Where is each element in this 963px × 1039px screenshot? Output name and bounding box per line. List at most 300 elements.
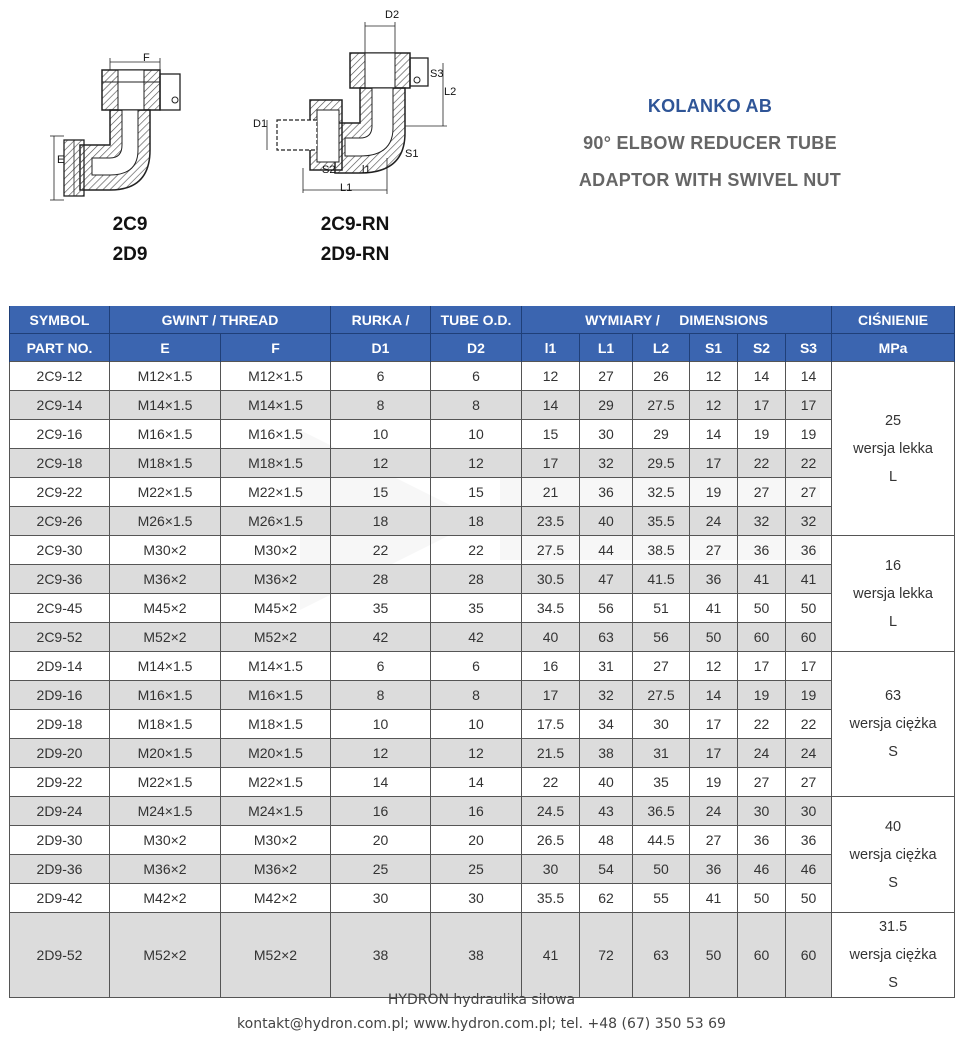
pressure-value: 16 xyxy=(884,557,902,574)
table-cell: 56 xyxy=(633,623,690,652)
table-cell: M52×2 xyxy=(221,913,331,998)
spec-table xyxy=(9,306,955,998)
table-cell: 72 xyxy=(580,913,633,998)
table-cell: 25 xyxy=(331,855,431,884)
table-cell: 8 xyxy=(431,681,522,710)
table-row xyxy=(10,913,955,998)
table-cell: 12 xyxy=(522,362,580,391)
table-cell: 32 xyxy=(580,449,633,478)
pressure-cell xyxy=(832,797,955,913)
table-cell: 35.5 xyxy=(522,884,580,913)
table-cell: 22 xyxy=(786,449,832,478)
table-cell: 56 xyxy=(580,594,633,623)
table-cell: 17 xyxy=(786,652,832,681)
table-cell: 2D9-18 xyxy=(10,710,110,739)
header-pressure: CIŚNIENIE xyxy=(832,306,955,334)
left-diagram-label-1: 2C9 xyxy=(112,214,148,235)
pressure-cell xyxy=(832,362,955,536)
table-cell: 17 xyxy=(690,449,738,478)
table-cell: 29.5 xyxy=(633,449,690,478)
table-cell: 35.5 xyxy=(633,507,690,536)
pressure-value: 31.5 xyxy=(878,919,908,935)
table-cell: 12 xyxy=(690,652,738,681)
table-cell: 2C9-22 xyxy=(10,478,110,507)
table-cell: 50 xyxy=(633,855,690,884)
table-cell: M16×1.5 xyxy=(110,681,221,710)
table-cell: 35 xyxy=(331,594,431,623)
table-cell: M52×2 xyxy=(110,913,221,998)
table-cell: M52×2 xyxy=(221,623,331,652)
header-d1: D1 xyxy=(331,334,431,362)
table-cell: M22×1.5 xyxy=(221,768,331,797)
header-thread: GWINT / THREAD xyxy=(110,306,331,334)
table-cell: 2C9-45 xyxy=(10,594,110,623)
table-cell: 2D9-24 xyxy=(10,797,110,826)
title-line-1: KOLANKO AB xyxy=(647,96,773,116)
table-cell: 12 xyxy=(331,739,431,768)
table-cell: 31 xyxy=(633,739,690,768)
table-row xyxy=(10,652,955,681)
header-f: F xyxy=(221,334,331,362)
table-row xyxy=(10,565,955,594)
table-cell: 22 xyxy=(522,768,580,797)
table-cell: 14 xyxy=(431,768,522,797)
table-cell: 19 xyxy=(738,681,786,710)
table-cell: 2D9-14 xyxy=(10,652,110,681)
elbow-2c9-drawing xyxy=(40,40,210,210)
table-cell: 41 xyxy=(522,913,580,998)
table-row xyxy=(10,391,955,420)
table-cell: 27 xyxy=(786,768,832,797)
table-cell: 38 xyxy=(431,913,522,998)
table-cell: 17 xyxy=(690,739,738,768)
table-cell: 12 xyxy=(331,449,431,478)
table-cell: M26×1.5 xyxy=(110,507,221,536)
table-cell: 50 xyxy=(738,594,786,623)
table-cell: 55 xyxy=(633,884,690,913)
table-cell: 41 xyxy=(738,565,786,594)
table-cell: 20 xyxy=(331,826,431,855)
table-cell: M45×2 xyxy=(110,594,221,623)
table-cell: 2D9-20 xyxy=(10,739,110,768)
table-cell: 36 xyxy=(738,826,786,855)
table-cell: M26×1.5 xyxy=(221,507,331,536)
table-cell: 30 xyxy=(633,710,690,739)
table-cell: 18 xyxy=(331,507,431,536)
table-cell: 41 xyxy=(786,565,832,594)
table-cell: 15 xyxy=(431,478,522,507)
table-cell: 27 xyxy=(690,536,738,565)
spec-table-body xyxy=(10,362,955,998)
table-cell: 17 xyxy=(786,391,832,420)
table-cell: 38 xyxy=(580,739,633,768)
table-cell: 16 xyxy=(431,797,522,826)
table-cell: 27 xyxy=(633,652,690,681)
table-cell: 14 xyxy=(738,362,786,391)
table-cell: M30×2 xyxy=(110,826,221,855)
table-cell: 2C9-18 xyxy=(10,449,110,478)
table-cell: 12 xyxy=(431,449,522,478)
pressure-variant: wersja lekka xyxy=(853,585,933,602)
table-cell: 10 xyxy=(331,710,431,739)
table-cell: 46 xyxy=(738,855,786,884)
table-cell: 17 xyxy=(738,391,786,420)
table-cell: 43 xyxy=(580,797,633,826)
header-row-2 xyxy=(10,334,955,362)
table-cell: 54 xyxy=(580,855,633,884)
table-cell: M14×1.5 xyxy=(110,391,221,420)
table-cell: 6 xyxy=(431,362,522,391)
footer-company: HYDRON hydraulika siłowa xyxy=(387,992,576,1008)
header-e: E xyxy=(110,334,221,362)
header-tube-en: TUBE O.D. xyxy=(431,306,522,334)
product-title xyxy=(540,88,880,199)
table-cell: 14 xyxy=(690,681,738,710)
table-cell: 38 xyxy=(331,913,431,998)
dim-label-s3: S3 xyxy=(430,68,444,80)
table-cell: 28 xyxy=(331,565,431,594)
pressure-cell xyxy=(832,536,955,652)
title-line-3: ADAPTOR WITH SWIVEL NUT xyxy=(578,170,842,190)
table-row xyxy=(10,739,955,768)
header-dims-en: DIMENSIONS xyxy=(679,311,768,328)
table-cell: 2C9-36 xyxy=(10,565,110,594)
table-cell: 44.5 xyxy=(633,826,690,855)
table-cell: 30 xyxy=(431,884,522,913)
table-cell: M36×2 xyxy=(221,565,331,594)
table-cell: 2C9-52 xyxy=(10,623,110,652)
table-row xyxy=(10,594,955,623)
table-cell: M36×2 xyxy=(221,855,331,884)
table-cell: 36 xyxy=(786,536,832,565)
table-cell: 17 xyxy=(690,710,738,739)
table-cell: M18×1.5 xyxy=(221,710,331,739)
table-cell: 24 xyxy=(786,739,832,768)
pressure-code: L xyxy=(889,468,898,485)
table-cell: M52×2 xyxy=(110,623,221,652)
left-diagram-label-2: 2D9 xyxy=(112,244,148,265)
table-cell: 36 xyxy=(690,565,738,594)
table-cell: 8 xyxy=(431,391,522,420)
table-cell: 19 xyxy=(690,478,738,507)
header-mpa: MPa xyxy=(832,334,955,362)
table-cell: M12×1.5 xyxy=(221,362,331,391)
table-cell: 8 xyxy=(331,681,431,710)
dim-label-d1: D1 xyxy=(253,118,268,130)
table-cell: M14×1.5 xyxy=(221,391,331,420)
table-cell: 16 xyxy=(522,652,580,681)
table-cell: 15 xyxy=(331,478,431,507)
table-cell: M14×1.5 xyxy=(221,652,331,681)
table-cell: 50 xyxy=(690,623,738,652)
table-cell: 51 xyxy=(633,594,690,623)
table-cell: M20×1.5 xyxy=(110,739,221,768)
table-cell: 30 xyxy=(580,420,633,449)
dim-label-e: E xyxy=(57,154,65,166)
table-cell: M30×2 xyxy=(110,536,221,565)
table-cell: 40 xyxy=(522,623,580,652)
header-dims-pl: WYMIARY / xyxy=(585,311,660,328)
table-cell: 30 xyxy=(331,884,431,913)
table-cell: 2D9-42 xyxy=(10,884,110,913)
table-cell: 44 xyxy=(580,536,633,565)
pressure-code: S xyxy=(888,874,898,891)
header-s3: S3 xyxy=(786,334,832,362)
table-cell: 17 xyxy=(522,681,580,710)
table-cell: M30×2 xyxy=(221,826,331,855)
table-cell: 63 xyxy=(580,623,633,652)
table-cell: 22 xyxy=(738,710,786,739)
table-row xyxy=(10,710,955,739)
table-cell: M36×2 xyxy=(110,565,221,594)
table-row xyxy=(10,507,955,536)
table-cell: 30 xyxy=(738,797,786,826)
table-cell: 19 xyxy=(786,681,832,710)
header-symbol: SYMBOL xyxy=(10,306,110,334)
table-cell: 2D9-22 xyxy=(10,768,110,797)
table-cell: 8 xyxy=(331,391,431,420)
table-cell: 42 xyxy=(431,623,522,652)
table-cell: 27 xyxy=(738,768,786,797)
table-cell: 41 xyxy=(690,884,738,913)
table-cell: M45×2 xyxy=(221,594,331,623)
table-cell: 17 xyxy=(522,449,580,478)
pressure-cell xyxy=(832,652,955,797)
table-cell: 26 xyxy=(633,362,690,391)
table-cell: 19 xyxy=(690,768,738,797)
table-row xyxy=(10,681,955,710)
table-cell: 2C9-30 xyxy=(10,536,110,565)
pressure-variant: wersja lekka xyxy=(853,440,933,457)
table-cell: 16 xyxy=(331,797,431,826)
table-cell: 60 xyxy=(786,623,832,652)
table-cell: M22×1.5 xyxy=(110,478,221,507)
table-cell: 60 xyxy=(738,623,786,652)
table-cell: 27.5 xyxy=(633,391,690,420)
table-cell: 32.5 xyxy=(633,478,690,507)
table-cell: 34.5 xyxy=(522,594,580,623)
table-row xyxy=(10,420,955,449)
table-cell: 42 xyxy=(331,623,431,652)
table-cell: 15 xyxy=(522,420,580,449)
dim-label-l2: L2 xyxy=(444,86,457,98)
table-cell: M36×2 xyxy=(110,855,221,884)
table-cell: 35 xyxy=(633,768,690,797)
table-cell: M22×1.5 xyxy=(110,768,221,797)
table-cell: M22×1.5 xyxy=(221,478,331,507)
table-cell: M24×1.5 xyxy=(110,797,221,826)
dim-label-f: F xyxy=(143,52,150,64)
table-cell: 36 xyxy=(738,536,786,565)
table-cell: 2C9-26 xyxy=(10,507,110,536)
table-cell: 35 xyxy=(431,594,522,623)
table-cell: 60 xyxy=(786,913,832,998)
table-cell: 24 xyxy=(690,797,738,826)
pressure-value: 40 xyxy=(884,818,902,835)
table-cell: 41.5 xyxy=(633,565,690,594)
table-cell: M16×1.5 xyxy=(110,420,221,449)
table-cell: 22 xyxy=(738,449,786,478)
table-cell: 26.5 xyxy=(522,826,580,855)
table-cell: 14 xyxy=(690,420,738,449)
header-s1: S1 xyxy=(690,334,738,362)
table-cell: 19 xyxy=(786,420,832,449)
table-cell: 50 xyxy=(786,594,832,623)
table-cell: M42×2 xyxy=(221,884,331,913)
table-cell: 50 xyxy=(786,884,832,913)
pressure-code: S xyxy=(888,975,898,991)
table-cell: 27 xyxy=(580,362,633,391)
table-cell: 12 xyxy=(690,362,738,391)
right-diagram-label-2: 2D9-RN xyxy=(320,244,390,265)
table-cell: 63 xyxy=(633,913,690,998)
table-cell: 36 xyxy=(690,855,738,884)
table-cell: 32 xyxy=(786,507,832,536)
table-cell: M24×1.5 xyxy=(221,797,331,826)
table-cell: 28 xyxy=(431,565,522,594)
table-cell: 2C9-16 xyxy=(10,420,110,449)
table-cell: M18×1.5 xyxy=(110,710,221,739)
header-s2: S2 xyxy=(738,334,786,362)
table-cell: 60 xyxy=(738,913,786,998)
table-row xyxy=(10,536,955,565)
header-row-1 xyxy=(10,306,955,334)
table-cell: 10 xyxy=(431,710,522,739)
pressure-code: L xyxy=(889,613,898,630)
table-cell: 21.5 xyxy=(522,739,580,768)
table-cell: 22 xyxy=(786,710,832,739)
table-cell: 31 xyxy=(580,652,633,681)
table-cell: 36 xyxy=(580,478,633,507)
table-cell: 25 xyxy=(431,855,522,884)
table-cell: 2C9-14 xyxy=(10,391,110,420)
pressure-code: S xyxy=(888,744,898,760)
table-cell: 6 xyxy=(331,362,431,391)
table-cell: 21 xyxy=(522,478,580,507)
table-cell: 32 xyxy=(738,507,786,536)
table-cell: 36.5 xyxy=(633,797,690,826)
table-cell: M18×1.5 xyxy=(221,449,331,478)
dim-label-big-l1: L1 xyxy=(340,182,353,194)
table-cell: M16×1.5 xyxy=(221,420,331,449)
header-part-no: PART NO. xyxy=(10,334,110,362)
pressure-value: 63 xyxy=(884,688,902,704)
pressure-variant: wersja ciężka xyxy=(849,947,937,963)
table-cell: M18×1.5 xyxy=(110,449,221,478)
table-cell: 2C9-12 xyxy=(10,362,110,391)
table-cell: 27.5 xyxy=(522,536,580,565)
table-cell: M16×1.5 xyxy=(221,681,331,710)
pressure-value: 25 xyxy=(884,412,902,429)
table-cell: 24 xyxy=(690,507,738,536)
table-cell: 10 xyxy=(331,420,431,449)
table-cell: 20 xyxy=(431,826,522,855)
table-cell: 23.5 xyxy=(522,507,580,536)
table-cell: 27.5 xyxy=(633,681,690,710)
table-cell: 24.5 xyxy=(522,797,580,826)
table-cell: 32 xyxy=(580,681,633,710)
table-cell: 29 xyxy=(633,420,690,449)
table-cell: M14×1.5 xyxy=(110,652,221,681)
table-row xyxy=(10,826,955,855)
header-tube-pl: RURKA / xyxy=(331,306,431,334)
header-l2: L2 xyxy=(633,334,690,362)
dim-label-s1: S1 xyxy=(405,148,419,160)
table-cell: 62 xyxy=(580,884,633,913)
table-cell: 10 xyxy=(431,420,522,449)
dim-label-s2: S2 xyxy=(322,164,336,176)
table-cell: 34 xyxy=(580,710,633,739)
table-row xyxy=(10,623,955,652)
table-cell: 50 xyxy=(738,884,786,913)
table-cell: 36 xyxy=(786,826,832,855)
table-cell: 27 xyxy=(738,478,786,507)
table-cell: M30×2 xyxy=(221,536,331,565)
table-row xyxy=(10,797,955,826)
table-cell: 30 xyxy=(522,855,580,884)
table-cell: 19 xyxy=(738,420,786,449)
table-row xyxy=(10,362,955,391)
table-cell: 22 xyxy=(331,536,431,565)
table-cell: 2D9-36 xyxy=(10,855,110,884)
footer-contact: kontakt@hydron.com.pl; www.hydron.com.pl; tel. +48 (67) 350 53 69 xyxy=(237,1016,726,1032)
table-row xyxy=(10,884,955,913)
table-cell: 29 xyxy=(580,391,633,420)
header-d2: D2 xyxy=(431,334,522,362)
table-row xyxy=(10,768,955,797)
table-cell: 46 xyxy=(786,855,832,884)
table-cell: 12 xyxy=(431,739,522,768)
table-cell: 17 xyxy=(738,652,786,681)
dim-label-d2: D2 xyxy=(385,9,400,21)
table-cell: 41 xyxy=(690,594,738,623)
table-cell: 40 xyxy=(580,507,633,536)
header-dimensions xyxy=(522,306,832,334)
table-cell: 30 xyxy=(786,797,832,826)
header-l1: L1 xyxy=(580,334,633,362)
table-row xyxy=(10,478,955,507)
table-cell: 27 xyxy=(690,826,738,855)
dim-label-l1: l1 xyxy=(362,164,371,176)
table-cell: 14 xyxy=(786,362,832,391)
table-cell: 48 xyxy=(580,826,633,855)
table-cell: 12 xyxy=(690,391,738,420)
table-cell: 2D9-52 xyxy=(10,913,110,998)
table-row xyxy=(10,855,955,884)
table-row xyxy=(10,449,955,478)
table-cell: 22 xyxy=(431,536,522,565)
table-cell: 38.5 xyxy=(633,536,690,565)
table-cell: 6 xyxy=(331,652,431,681)
table-cell: 6 xyxy=(431,652,522,681)
pressure-variant: wersja ciężka xyxy=(849,716,937,732)
pressure-cell xyxy=(832,913,955,998)
table-cell: 2D9-30 xyxy=(10,826,110,855)
table-cell: 17.5 xyxy=(522,710,580,739)
pressure-variant: wersja ciężka xyxy=(849,846,937,863)
table-cell: 14 xyxy=(522,391,580,420)
table-cell: M12×1.5 xyxy=(110,362,221,391)
table-cell: 30.5 xyxy=(522,565,580,594)
title-line-2: 90° ELBOW REDUCER TUBE xyxy=(583,133,837,153)
table-cell: 24 xyxy=(738,739,786,768)
table-cell: 40 xyxy=(580,768,633,797)
header-l1-small: l1 xyxy=(522,334,580,362)
table-cell: 50 xyxy=(690,913,738,998)
table-cell: 27 xyxy=(786,478,832,507)
table-cell: 14 xyxy=(331,768,431,797)
table-cell: 47 xyxy=(580,565,633,594)
